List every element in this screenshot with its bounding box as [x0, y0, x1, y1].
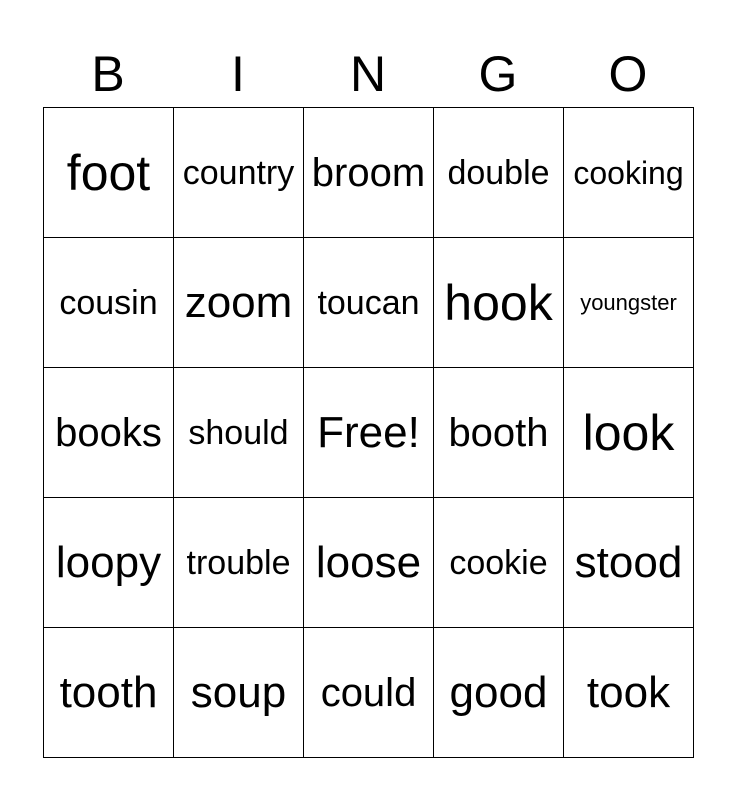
header-letter-n: N: [349, 46, 387, 102]
free-space-cell[interactable]: Free!: [304, 368, 434, 498]
bingo-cell[interactable]: double: [434, 108, 564, 238]
bingo-cell[interactable]: cooking: [564, 108, 694, 238]
bingo-cell[interactable]: trouble: [174, 498, 304, 628]
bingo-cell[interactable]: foot: [44, 108, 174, 238]
bingo-cell[interactable]: loopy: [44, 498, 174, 628]
bingo-cell[interactable]: cookie: [434, 498, 564, 628]
bingo-board: [43, 107, 694, 758]
bingo-cell[interactable]: books: [44, 368, 174, 498]
bingo-cell[interactable]: youngster: [564, 238, 694, 368]
header-letter-o: O: [608, 46, 648, 102]
bingo-cell[interactable]: loose: [304, 498, 434, 628]
bingo-header: [43, 44, 693, 104]
bingo-cell[interactable]: soup: [174, 628, 304, 758]
bingo-cell[interactable]: look: [564, 368, 694, 498]
bingo-cell[interactable]: booth: [434, 368, 564, 498]
bingo-cell[interactable]: should: [174, 368, 304, 498]
bingo-cell[interactable]: country: [174, 108, 304, 238]
header-letter-g: G: [478, 46, 518, 102]
bingo-cell[interactable]: tooth: [44, 628, 174, 758]
bingo-cell[interactable]: good: [434, 628, 564, 758]
bingo-cell[interactable]: broom: [304, 108, 434, 238]
bingo-cell[interactable]: zoom: [174, 238, 304, 368]
bingo-cell[interactable]: hook: [434, 238, 564, 368]
bingo-cell[interactable]: took: [564, 628, 694, 758]
bingo-cell[interactable]: cousin: [44, 238, 174, 368]
header-letter-b: B: [91, 46, 125, 102]
bingo-cell[interactable]: toucan: [304, 238, 434, 368]
bingo-cell[interactable]: stood: [564, 498, 694, 628]
header-letter-i: I: [231, 46, 245, 102]
bingo-cell[interactable]: could: [304, 628, 434, 758]
